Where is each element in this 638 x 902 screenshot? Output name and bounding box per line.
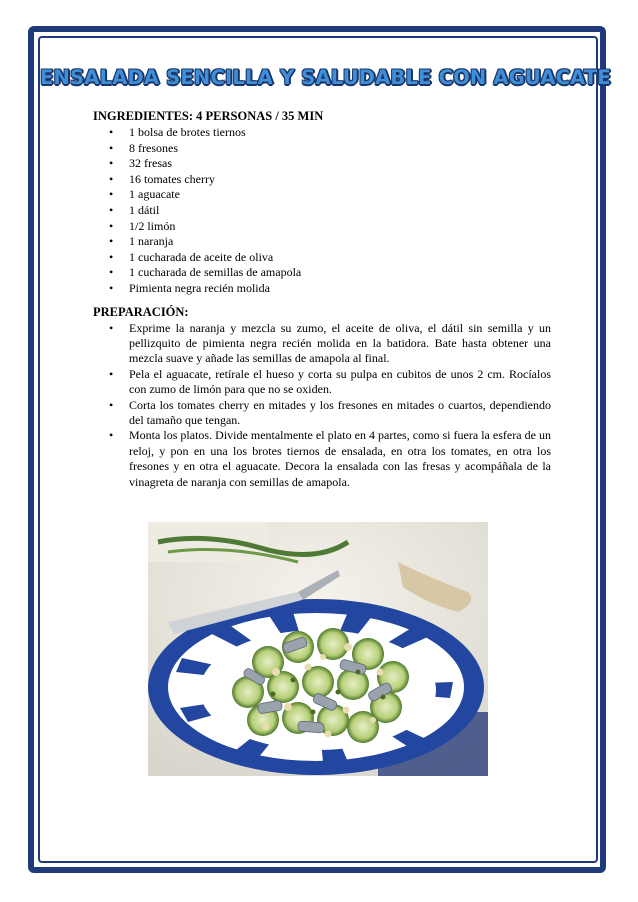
recipe-title: ENSALADA SENCILLA Y SALUDABLE CON AGUACATE: [40, 66, 611, 89]
preparation-step: • Corta los tomates cherry en mitades y los fresones en mitades o cuartos, dependiendo del tamaño que tengan.: [93, 398, 551, 429]
salad-photo: [148, 522, 488, 776]
ingredient-item: • 16 tomates cherry: [93, 172, 551, 188]
preparation-list: [93, 321, 551, 490]
ingredient-item: • Pimienta negra recién molida: [93, 281, 551, 297]
preparation-step: • Monta los platos. Divide mentalmente el plato en 4 partes, como si fuera la esfera de un reloj, y pon en una los brotes tiernos de ensalada, en otra los tomates, en otra los fresones y en otra el aguacate. Decora la ensalada con las fresas y acompáñala de la vinagreta de naranja con semillas de amapola.: [93, 428, 551, 490]
recipe-content: [93, 108, 551, 490]
ingredient-item: • 8 fresones: [93, 141, 551, 157]
preparation-heading: PREPARACIÓN:: [93, 304, 189, 319]
ingredient-item: • 1 cucharada de aceite de oliva: [93, 250, 551, 266]
ingredients-list: [93, 125, 551, 297]
preparation-step: • Pela el aguacate, retírale el hueso y corta su pulpa en cubitos de unos 2 cm. Rocíalos con zumo de limón para que no se oxiden.: [93, 367, 551, 398]
ingredient-item: • 1 aguacate: [93, 187, 551, 203]
ingredient-item: • 1 dátil: [93, 203, 551, 219]
ingredient-item: • 1 naranja: [93, 234, 551, 250]
ingredient-item: • 1 cucharada de semillas de amapola: [93, 265, 551, 281]
preparation-step: • Exprime la naranja y mezcla su zumo, el aceite de oliva, el dátil sin semilla y un pellizquito de pimienta negra recién molida en la batidora. Bate hasta obtener una mezcla suave y añade las semillas de amapola al final.: [93, 321, 551, 367]
ingredient-item: • 1 bolsa de brotes tiernos: [93, 125, 551, 141]
ingredients-heading: INGREDIENTES: 4 PERSONAS / 35 MIN: [93, 109, 324, 123]
ingredient-item: • 1/2 limón: [93, 219, 551, 235]
ingredient-item: • 32 fresas: [93, 156, 551, 172]
